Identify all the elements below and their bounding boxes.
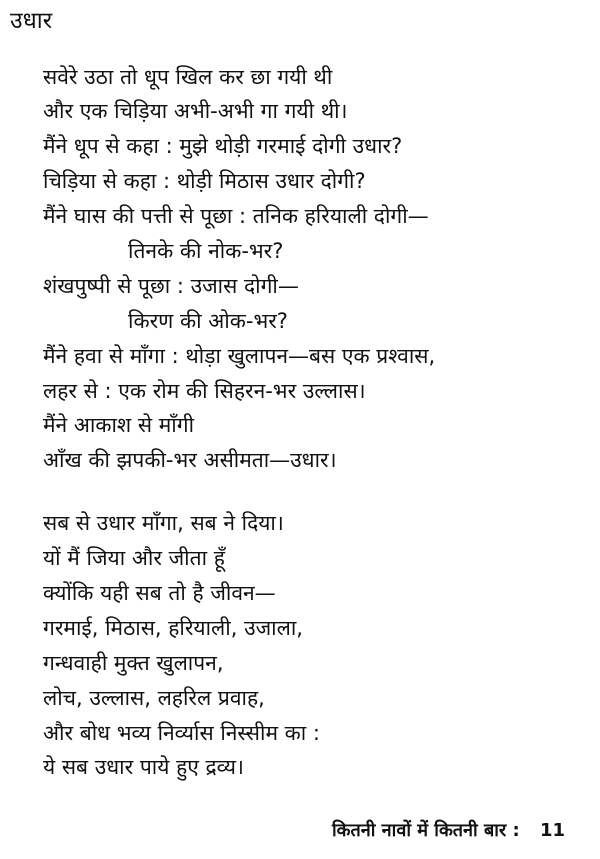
page-number: 11	[540, 820, 566, 841]
poem-line: मैंने धूप से कहा : मुझे थोड़ी गरमाई दोगी उधार?	[43, 134, 403, 158]
poem-line: शंखपुष्पी से पूछा : उजास दोगी—	[43, 274, 299, 298]
poem-line: ये सब उधार पाये हुए द्रव्य।	[43, 755, 244, 779]
poem-line: गन्धवाही मुक्त खुलापन,	[43, 651, 224, 675]
poem-line: लहर से : एक रोम की सिहरन-भर उल्लास।	[43, 379, 366, 403]
poem-line: आँख की झपकी-भर असीमता—उधार।	[43, 448, 337, 472]
poem-line: सवेरे उठा तो धूप खिल कर छा गयी थी	[43, 65, 333, 89]
poem-line: यों मैं जिया और जीता हूँ	[43, 546, 225, 570]
poem-line: और एक चिड़िया अभी-अभी गा गयी थी।	[43, 99, 348, 123]
poem-line: चिड़िया से कहा : थोड़ी मिठास उधार दोगी?	[43, 169, 366, 193]
poem-line: गरमाई, मिठास, हरियाली, उजाला,	[43, 616, 303, 640]
page-title: उधार	[10, 8, 53, 34]
poem-line: और बोध भव्य निर्व्यास निस्सीम का :	[43, 721, 320, 745]
poem-line: मैंने आकाश से माँगी	[43, 413, 195, 437]
page-footer	[332, 818, 565, 844]
poem-line: मैंने हवा से माँगा : थोड़ा खुलापन—बस एक प्रश्वास,	[43, 344, 436, 368]
running-head: कितनी नावों में कितनी बार :	[332, 820, 520, 841]
poem-line: मैंने घास की पत्ती से पूछा : तनिक हरियाली दोगी—	[43, 204, 429, 228]
poem-line: सब से उधार माँगा, सब ने दिया।	[43, 511, 284, 535]
poem-line: लोच, उल्लास, लहरिल प्रवाह,	[43, 686, 265, 710]
poem-line: क्योंकि यही सब तो है जीवन—	[43, 581, 276, 605]
poem-line: किरण की ओक-भर?	[128, 309, 288, 333]
poem-line: तिनके की नोक-भर?	[128, 239, 284, 263]
